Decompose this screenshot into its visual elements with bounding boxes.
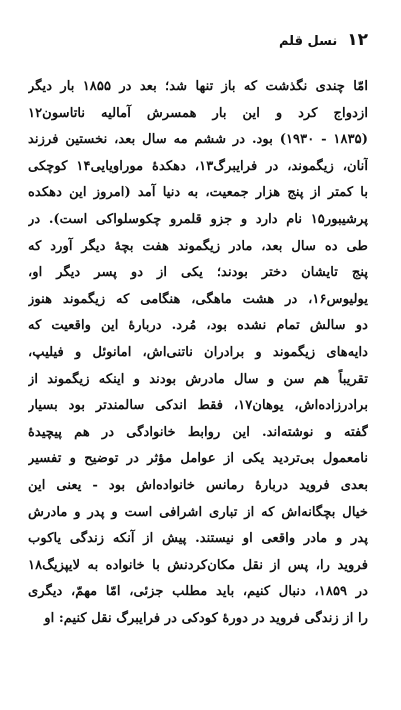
text-line: ازدواج کرد و این بار همسرش آمالیه ناتاسون۱۲ — [28, 105, 368, 121]
text-line: با کمتر از پنج هزار جمعیت، به دنیا آمد (امروز این دهکده — [28, 185, 368, 201]
text-line: پدر و مادر واقعی او نیستند. پیش از آنکه زندگی یاکوب — [28, 531, 368, 547]
running-head — [28, 30, 368, 52]
text-line: دایه‌های زیگموند و برادران ناتنی‌اش، امانوئل و فیلیپ، — [28, 344, 368, 360]
text-line: برادرزاده‌اش، یوهان۱۷، فقط اندکی سالمندتر بود بسیار — [28, 398, 368, 414]
text-line: پرشیبور۱۵ نام دارد و جزو قلمرو چکوسلواکی است). در — [28, 211, 368, 227]
body-text — [28, 74, 368, 632]
text-line: آنان، زیگموند، در فرایبرگ۱۳، دهکدهٔ موراویایی۱۴ کوچکی — [28, 158, 368, 174]
text-line: تقریباً هم سن و سال مادرش بودند و اینکه زیگموند از — [28, 371, 368, 387]
page-number: ۱۲ — [347, 30, 368, 50]
text-line: امّا چندی نگذشت که باز تنها شد؛ بعد در ۱۸۵۵ بار دیگر — [28, 79, 368, 94]
text-line: نامعمول بی‌تردید یکی از عوامل مؤثر در توضیح و تفسیر — [28, 451, 368, 467]
text-line: (۱۸۳۵ - ۱۹۳۰) بود. در ششم مه سال بعد، نخستین فرزند — [28, 132, 368, 148]
text-line: را از زندگی فروید در دورهٔ کودکی در فرایبرگ نقل کنیم: او — [44, 610, 368, 626]
text-line: خیال بچگانه‌اش که از تباری اشرافی است و پدر و مادرش — [28, 504, 368, 520]
text-line: گفته و نوشته‌اند. این روابط خانوادگی در هم پیچیدهٔ — [28, 424, 368, 440]
text-line: در ۱۸۵۹، دنبال کنیم، باید مطلب جزئی، امّا مهمّ، دیگری — [28, 584, 368, 600]
text-line: پنج تایشان دختر بودند؛ یکی از دو پسر دیگر او، — [28, 265, 368, 281]
text-line: بعدی فروید دربارهٔ رمانس خانواده‌اش بود - یعنی این — [28, 477, 368, 493]
text-line: یولیوس۱۶، در هشت ماهگی، هنگامی که زیگموند هنوز — [28, 291, 368, 307]
text-line: طی ده سال بعد، مادر زیگموند هفت بچهٔ دیگر آورد که — [28, 238, 368, 254]
text-line: دو سالش تمام نشده بود، مُرد. دربارهٔ این واقعیت که — [28, 318, 368, 334]
book-title: نسل قلم — [278, 34, 338, 49]
text-line: فروید را، پس از نقل مکان‌کردنش با خانواده به لایپزیگ۱۸ — [28, 557, 368, 573]
